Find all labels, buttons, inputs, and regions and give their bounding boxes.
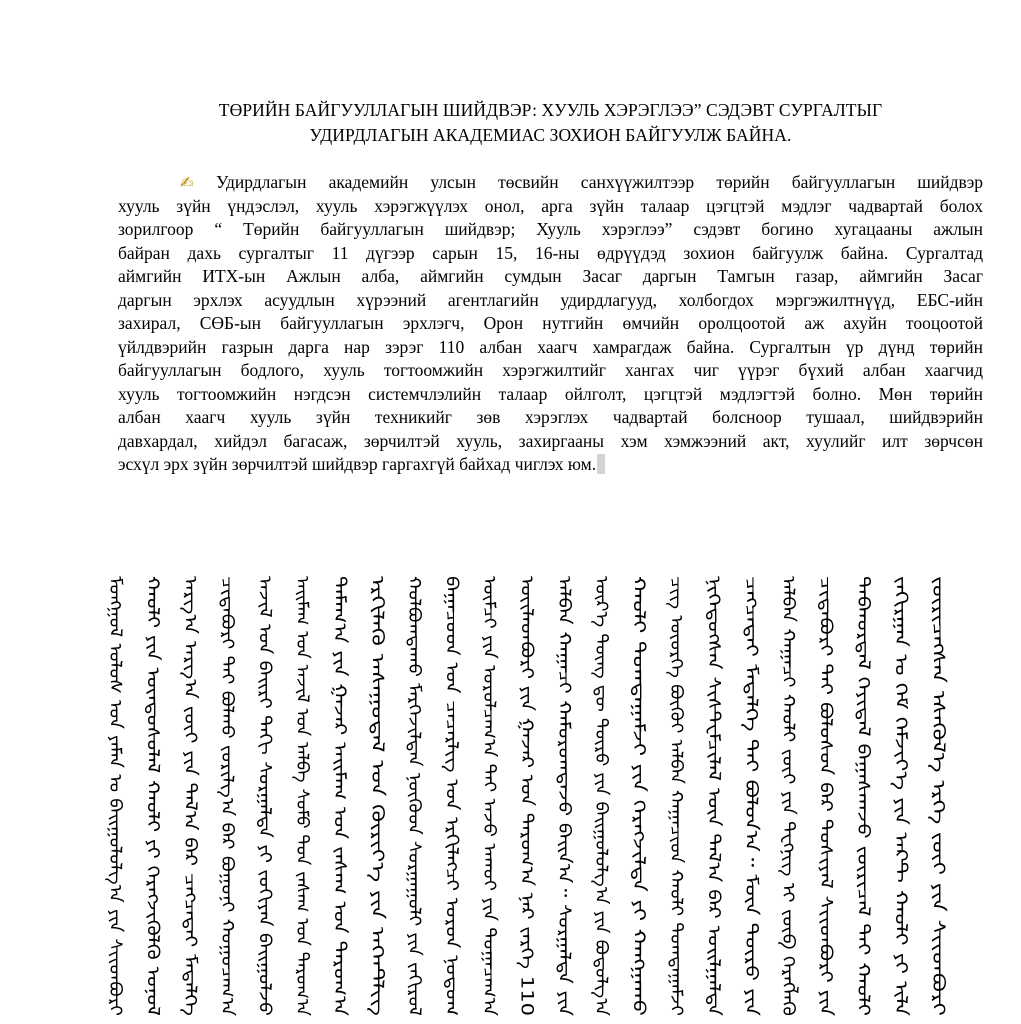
writing-hand-icon: ✍ [180,173,194,192]
mongolian-column: ᠴᠢᠳᠠᠪᠤᠷᠢ ᠲᠠᠢ ᠪᠣᠯᠬᠤ ᠵᠣᠷᠢᠯᠭ᠎ᠠ ᠪᠠᠷ ᠪᠣᠭᠣᠨᠢ ᠬᠤᠭᠤᠴᠠᠭ᠎ᠠ [217,576,238,954]
mongolian-column: ᠠᠷᠭ᠎ᠠ ᠠᠷᠭ᠎ᠠ ᠵᠦᠢ ᠶᠢᠨ ᠲᠠᠯ᠎ᠠ ᠪᠠᠷ ᠴᠡᠭᠴᠡᠲᠡᠢ ᠮᠡᠳᠡᠯᠭᠡ [179,576,200,930]
paragraph-line: байгууллагын бодлого, хууль тогтоомжийн хэрэгжилтийг хангах чиг үүрэг бүхий албан хаагчид [118,360,983,380]
mongolian-column: ᠴᠢᠳᠠᠪᠤᠷᠢ ᠲᠠᠢ ᠪᠣᠯᠤᠰᠤᠨ ᠪᠠᠷ ᠲᠤᠰᠢᠶᠠᠯ ᠱᠢᠢᠳᠪᠦᠷᠢ ᠶᠢᠨ [815,576,836,920]
paragraph-line-text: Удирдлагын академийн улсын төсвийн санхүүжилтээр төрийн байгууллагын шийдвэр [216,172,983,192]
mongolian-column: ᠨᠢᠭᠡᠳᠦᠭᠰᠡᠨ ᠰᠢᠰᠲ᠋ᠧᠮᠴᠢᠯᠡᠯ ᠦᠨ ᠲᠠᠯ᠎ᠠ ᠪᠠᠷ ᠣᠢᠯᠭᠠᠯᠲᠠ [703,576,724,922]
paragraph-line: албан хаагч хууль зүйн техникийг зөв хэрэглэх чадвартай болсноор тушаал, шийдвэрийн [118,407,983,427]
mongolian-column: ᠵᠠᠬᠢᠷᠭᠠᠨ ᠤ ᠬᠡᠮ ᠬᠡᠮᠵᠢᠶ᠎ᠡ ᠶᠢᠨ ᠠᠺᠲ ᠬᠠᠤᠯᠢ ᠶᠢ ᠢᠯᠡ [890,576,911,904]
mongolian-column: ᠬᠣᠯᠪᠣᠭᠳᠠᠬᠤ ᠮᠡᠷᠭᠡᠵᠢᠯᠲᠡᠨ ᠨᠦᠭᠦᠳ ᠰᠤᠷᠭᠠᠭᠤᠯᠢ ᠶᠢᠨ ᠵᠠᠬᠢᠷᠤᠯ [404,576,425,962]
mongolian-column: ᠪᠠᠭᠠᠴᠤᠳ ᠤᠨ ᠴᠡᠴᠡᠷᠯᠢᠭ ᠤᠨ ᠡᠷᠬᠢᠯᠡᠭᠴᠢ ᠣᠷᠣᠨ ᠨᠤᠲᠤᠭ [441,576,462,934]
paragraph-line: захирал, СӨБ-ын байгууллагын эрхлэгч, Орон нутгийн өмчийн оролцоотой аж ахуйн тооцоотой [118,313,983,333]
text-cursor [597,454,605,474]
paragraph-line: хууль зүйн үндэслэл, хууль хэрэгжүүлэх онол, арга зүйн талаар цэгцтэй мэдлэг чадвартай болох [118,195,983,216]
mongolian-column: ᠬᠠᠤᠯᠢ ᠲᠣᠭᠲᠠᠭᠠᠮᠵᠢ ᠶᠢᠨ ᠬᠡᠷᠡᠭᠵᠢᠯᠲᠡ ᠶᠢ ᠬᠠᠩᠭᠠᠬᠤ [628,576,649,893]
mongolian-column: ᠴᠢᠭ ᠦᠦᠷᠭᠡ ᠪᠦᠬᠦᠢ ᠠᠯᠪᠠᠨ ᠬᠠᠭᠠᠴᠢᠳ ᠬᠠᠤᠯᠢ ᠲᠣᠭᠲᠠᠭᠠᠮᠵᠢ [666,576,686,966]
paragraph-line: үйлдвэрийн газрын дарга нар зэрэг 110 албан хаагч хамрагдаж байна. Сургалтын үр дүнд төрийн [118,336,983,357]
mongolian-column: ᠠᠯᠪᠠᠨ ᠬᠠᠭᠠᠴᠢ ᠬᠠᠤᠯᠢ ᠵᠦᠢ ᠶᠢᠨ ᠲᠧᠬᠨᠢᠭ ᠢ ᠵᠥᠪ ᠬᠡᠷᠡᠭᠯᠡᠬᠦ [778,576,799,951]
paragraph-line: байран дахь сургалтыг 11 дүгээр сарын 15, 16-ны өдрүүдэд зохион байгуулж байна. Сургалтад [118,242,983,263]
document-paragraph [118,171,983,477]
document-title [118,98,983,148]
mongolian-column: ᠠᠯᠪᠠᠨ ᠬᠠᠭᠠᠴᠢ ᠬᠠᠮᠤᠷᠤᠭᠳᠠᠵᠤ ᠪᠠᠢᠨ᠎ᠠ᠃ ᠰᠤᠷᠭᠠᠯᠲᠠ ᠶᠢᠨ [553,576,574,931]
mongolian-column: ᠮᠣᠩᠭᠣᠯ ᠤᠯᠤᠰ ᠤᠨ ᠶᠠᠮᠠᠨ ᠤ ᠪᠠᠢᠭᠤᠯᠤᠯᠭ᠎ᠠ ᠶᠢᠨ ᠱᠢᠢᠳᠪᠦᠷᠢ [105,576,125,963]
paragraph-line [118,453,983,477]
mongolian-column: ᠠᠢᠮᠠᠭ ᠤᠨ ᠠᠵᠢᠯ ᠤᠨ ᠠᠯᠪᠠ ᠰᠤᠮᠤ ᠳᠤᠨ ᠵᠠᠰᠠᠭ ᠤᠨ ᠳᠠᠷᠤᠭ᠎ᠠ [292,576,312,981]
mongolian-column: ᠲᠠᠮᠠᠭ᠎ᠠ ᠶᠢᠨ ᠭᠠᠵᠠᠷ ᠠᠢᠮᠠᠭ ᠤᠨ ᠵᠠᠰᠠᠭ ᠤᠨ ᠳᠠᠷᠤᠭ᠎ᠠ [329,576,350,922]
paragraph-line: аймгийн ИТХ-ын Ажлын алба, аймгийн сумдын Засаг даргын Тамгын газар, аймгийн Засаг [118,266,983,286]
mongolian-column: ᠳᠠᠪᠬᠤᠷᠳᠠᠯ ᠬᠡᠶᠢᠳᠡᠯ ᠪᠠᠭᠠᠰᠬᠠᠵᠤ ᠵᠥᠷᠢᠴᠡᠯ ᠲᠡᠢ ᠬᠠᠤᠯᠢ [853,576,873,916]
paragraph-line: даргын эрхлэх асуудлын хүрээний агентлагийн удирдлагууд, холбогдох мэргэжилтнүүд, ЕБС-ийн [118,289,983,310]
mongolian-column: ᠴᠡᠭᠴᠡᠲᠡᠢ ᠮᠡᠳᠡᠯᠭᠡ ᠲᠡᠢ ᠪᠣᠯᠤᠨ᠎ᠠ᠃ ᠮᠥᠨ ᠲᠥᠷᠦ ᠶᠢᠨ [740,576,761,902]
mongolian-column: ᠡᠷᠬᠢᠯᠡᠬᠦ ᠠᠰᠠᠭᠤᠳᠠᠯ ᠤᠨ ᠬᠦᠷᠢᠶ᠎ᠡ ᠶᠢᠨ ᠠᠭᠡᠨᠲᠯᠢᠭ [366,576,387,885]
paragraph-line: хууль тогтоомжийн нэгдсэн системчлэлийн талаар ойлголт, цэгцтэй мэдлэгтэй болно. Мөн төрийн [118,383,983,404]
mongolian-column: ᠵᠥᠷᠢᠴᠡᠭᠰᠡᠨ ᠡᠰᠡᠬᠦᠯ᠎ᠡ ᠡᠷᠬᠡ ᠵᠦᠢ ᠶᠢᠨ ᠱᠢᠢᠳᠪᠦᠷᠢ [927,576,948,887]
mongolian-column: ᠠᠵᠢᠯ ᠤᠨ ᠪᠠᠢᠷᠢ ᠳᠠᠬᠢ ᠰᠤᠷᠭᠠᠯᠲᠠ ᠶᠢ ᠵᠣᠬᠢᠶᠠᠨ ᠪᠠᠢᠭᠤᠯᠵᠤ [254,576,275,947]
paragraph-line-text: эсхүл эрх зүйн зөрчилтэй шийдвэр гаргахгүй байхад чиглэх юм. [118,454,597,474]
title-line-2: УДИРДЛАГЫН АКАДЕМИАС ЗОХИОН БАЙГУУЛЖ БАЙНА. [309,125,792,145]
mongolian-script-block [100,572,970,1022]
paragraph-line: зорилгоор “ Төрийн байгууллагын шийдвэр; Хууль хэрэглээ” сэдэвт богино хугацааны ажлын [118,219,983,239]
paragraph-line: давхардал, хийдэл багасаж, зөрчилтэй хууль, захиргааны хэм хэмжээний акт, хуулийг илт зөрчсөн [118,430,983,451]
mongolian-column: ᠦᠮᠴᠢ ᠶᠢᠨ ᠣᠷᠣᠯᠴᠠᠭ᠎ᠠ ᠲᠠᠢ ᠠᠵᠤ ᠠᠬᠤᠢ ᠶᠢᠨ ᠲᠣᠭᠠᠴᠠᠭ᠎ᠠ [479,576,499,956]
mongolian-columns-svg [100,572,970,1022]
title-line-1: ТӨРИЙН БАЙГУУЛЛАГЫН ШИЙДВЭР: ХУУЛЬ ХЭРЭГЛЭЭ” СЭДЭВТ СУРГАЛТЫГ [218,100,883,120]
paragraph-line [118,171,983,195]
mongolian-column: ᠦᠷ᠎ᠡ ᠳᠦᠩ ᠳᠦ ᠲᠥᠷᠦ ᠶᠢᠨ ᠪᠠᠢᠭᠤᠯᠤᠯᠭ᠎ᠠ ᠶᠢᠨ ᠪᠣᠳᠤᠯᠭ᠎ᠠ [591,576,612,968]
mongolian-column: ᠦᠢᠯᠡᠳᠪᠦᠷᠢ ᠶᠢᠨ ᠭᠠᠵᠠᠷ ᠤᠨ ᠳᠠᠷᠤᠭ᠎ᠠ ᠨᠠᠷ ᠵᠡᠷᠭᠡ 110 [516,576,537,932]
mongolian-column: ᠬᠠᠤᠯᠢ ᠶᠢᠨ ᠦᠨᠳᠦᠰᠦᠯᠡᠯ ᠬᠠᠤᠯᠢ ᠶᠢ ᠬᠡᠷᠡᠭᠵᠢᠭᠦᠯᠬᠦ ᠣᠨᠣᠯ [142,576,163,926]
